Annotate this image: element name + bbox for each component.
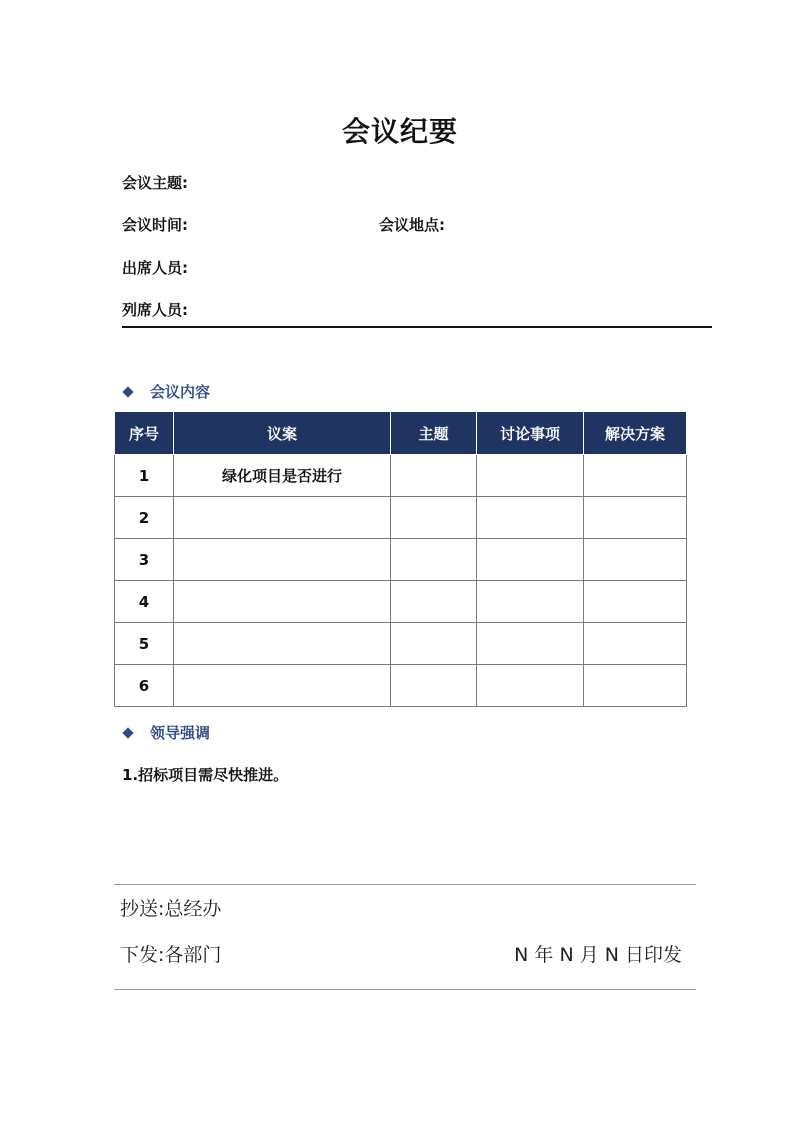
table-cell: 5	[115, 623, 174, 665]
column-header-discussion: 讨论事项	[477, 412, 584, 455]
table-cell: 绿化项目是否进行	[174, 455, 391, 497]
table-cell	[477, 539, 584, 581]
attendees-label: 出席人员:	[122, 259, 188, 277]
table-cell	[174, 581, 391, 623]
table-cell	[584, 665, 687, 707]
table-cell	[477, 455, 584, 497]
table-cell	[174, 539, 391, 581]
column-header-motion: 议案	[174, 412, 391, 455]
content-section-heading	[122, 381, 210, 402]
table-header-row	[115, 412, 687, 455]
issue-date: N 年 N 月 N 日印发	[514, 944, 682, 966]
meeting-topic-label: 会议主题:	[122, 174, 188, 192]
table-cell	[391, 497, 477, 539]
table-cell	[174, 497, 391, 539]
distribute-line: 下发:各部门	[120, 944, 222, 966]
leadership-section-heading	[122, 722, 210, 743]
footer-top-divider	[114, 884, 696, 885]
table-row	[115, 497, 687, 539]
table-cell	[391, 623, 477, 665]
table-cell	[391, 455, 477, 497]
table-cell	[477, 581, 584, 623]
column-header-number: 序号	[115, 412, 174, 455]
table-row	[115, 581, 687, 623]
agenda-table	[114, 411, 687, 707]
table-cell	[391, 665, 477, 707]
table-cell	[584, 497, 687, 539]
observers-label: 列席人员:	[122, 301, 188, 319]
table-cell	[174, 623, 391, 665]
diamond-bullet-icon	[122, 386, 133, 397]
header-divider	[122, 326, 712, 328]
footer-bottom-divider	[114, 989, 696, 990]
diamond-bullet-icon	[122, 727, 133, 738]
column-header-topic: 主题	[391, 412, 477, 455]
cc-line: 抄送:总经办	[120, 898, 222, 920]
table-row	[115, 539, 687, 581]
table-cell	[584, 539, 687, 581]
column-header-solution: 解决方案	[584, 412, 687, 455]
table-cell	[477, 665, 584, 707]
meeting-location-label: 会议地点:	[379, 216, 445, 234]
document-title: 会议纪要	[341, 115, 458, 148]
leadership-section-title: 领导强调	[150, 724, 211, 742]
table-cell	[391, 581, 477, 623]
table-cell	[584, 623, 687, 665]
leadership-item: 1.招标项目需尽快推进。	[122, 766, 289, 784]
content-section-title: 会议内容	[150, 383, 211, 401]
table-row	[115, 455, 687, 497]
table-cell	[477, 497, 584, 539]
table-row	[115, 623, 687, 665]
table-cell	[584, 581, 687, 623]
table-cell: 1	[115, 455, 174, 497]
table-cell: 4	[115, 581, 174, 623]
table-cell	[391, 539, 477, 581]
meeting-time-label: 会议时间:	[122, 216, 188, 234]
table-row	[115, 665, 687, 707]
table-cell: 6	[115, 665, 174, 707]
table-cell	[174, 665, 391, 707]
table-cell: 3	[115, 539, 174, 581]
table-cell: 2	[115, 497, 174, 539]
table-cell	[477, 623, 584, 665]
table-cell	[584, 455, 687, 497]
